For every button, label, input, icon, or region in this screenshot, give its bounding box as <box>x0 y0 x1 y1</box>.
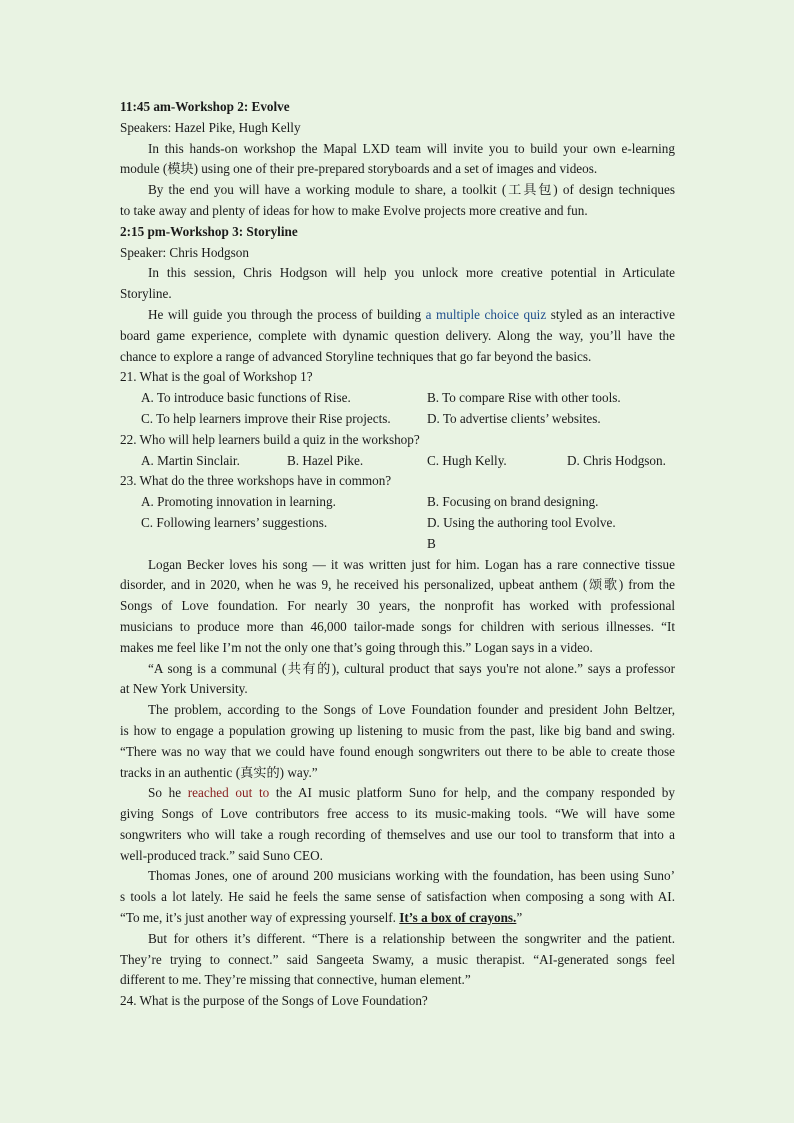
passage-b-para3-line: “There was no way that we could have found enough songwriters out there to be able to create those <box>120 743 675 759</box>
passage-b-para5-line: s tools a lot lately. He said he feels the same sense of satisfaction when composing a song with AI. <box>120 889 675 905</box>
option-c: C. Following learners’ suggestions. <box>141 514 328 530</box>
text-run: the AI music platform Suno for help, and the company responded by <box>269 785 675 801</box>
workshop3-speaker: Speaker: Chris Hodgson <box>120 244 249 260</box>
passage-b-para4-line: giving Songs of Love contributors free access to its music-making tools. “We will have some <box>120 806 675 822</box>
highlighted-phrase: a multiple choice quiz <box>425 306 547 322</box>
option-a: A. Martin Sinclair. <box>141 452 240 468</box>
passage-b-para1-line: Logan Becker loves his song — it was written just for him. Logan has a rare connective tissue <box>148 556 675 572</box>
passage-b-para1-line: musicians to produce more than 46,000 tailor-made songs for children with serious illnesses. “It <box>120 618 675 634</box>
option-a: A. Promoting innovation in learning. <box>141 494 336 510</box>
option-b: B. Hazel Pike. <box>287 452 364 468</box>
workshop2-para2-line2: to take away and plenty of ideas for how to make Evolve projects more creative and fun. <box>120 202 588 218</box>
underlined-phrase: It’s a box of crayons. <box>399 910 517 926</box>
passage-b-para1-line: makes me feel like I’m not the only one that’s going through this.” Logan says in a video. <box>120 639 593 655</box>
option-c: C. To help learners improve their Rise projects. <box>141 410 391 426</box>
passage-b-para5-line: Thomas Jones, one of around 200 musicians working with the foundation, has been using Suno’ <box>148 868 675 884</box>
workshop2-para2-line1: By the end you will have a working module to share, a toolkit (工具包) of design techniques <box>148 182 675 198</box>
question-22-stem: 22. Who will help learners build a quiz in the workshop? <box>120 431 420 447</box>
text-run: He will guide you through the process of building <box>148 306 426 322</box>
workshop2-title: 11:45 am-Workshop 2: Evolve <box>120 99 290 114</box>
question-24-stem: 24. What i‌s the purpose of the Songs of Love Foundation? <box>120 993 428 1009</box>
option-b: B. To compare Rise with other tools. <box>427 390 621 406</box>
workshop2-para1-line1: In this hands-on workshop the Mapal LXD team will invite you to build your own e-learning <box>148 140 675 156</box>
passage-b-para4-line <box>120 783 675 804</box>
highlighted-phrase: reached out to <box>187 785 270 801</box>
workshop3-para1-line2: Storyline. <box>120 286 172 302</box>
option-d: D. Using the authoring tool Evolve. <box>427 514 616 530</box>
question-21-options-row2 <box>120 409 675 430</box>
passage-b-para4-line: well-produced track.” said Suno CEO. <box>120 847 323 863</box>
document-content <box>120 97 675 1012</box>
passage-b-para4-line: songwriters who will take a rough recording of themselves and use our tool to transform that into a <box>120 826 675 842</box>
workshop2-speakers: Speakers: Hazel Pike, Hugh Kelly <box>120 119 301 135</box>
workshop2-para1-line2: module (模块) using one of their pre-prepared storyboards and a set of images and videos. <box>120 161 598 177</box>
option-d: D. Chris Hodgson. <box>567 452 666 468</box>
passage-b-para3-line: tracks in an authentic (真实的) way.” <box>120 764 318 780</box>
passage-b-para3-line: is how to engage a population growing up listening to music from the past, like big band and swing. <box>120 722 675 738</box>
workshop3-para2-line3: chance to explore a range of advanced Storyline techniques that go far beyond the basics. <box>120 348 592 364</box>
workshop3-para2-line2: board game experience, complete with dynamic question delivery. Along the way, you’ll have the <box>120 327 675 343</box>
question-23-options-row2 <box>120 513 675 534</box>
text-run: So he <box>148 785 188 801</box>
workshop3-para2-line1 <box>120 305 675 326</box>
workshop3-title: 2:15 pm-Workshop 3: Storyline <box>120 223 298 239</box>
passage-b-para1-line: disorder, and in 2020, when he was 9, he received his personalized, upbeat anthem (颂歌) from the <box>120 577 675 593</box>
option-d: D. To advertise clients’ websites. <box>427 410 601 426</box>
question-23-stem: 23. What do the three workshops have in common? <box>120 473 392 489</box>
question-22-options <box>120 451 675 472</box>
option-b: B. Focusing on brand designing. <box>427 494 599 510</box>
passage-b-para2-line: at New York University. <box>120 681 248 697</box>
passage-b-para3-line: The problem, according to the Songs of Love Foundation founder and president John Beltzer, <box>148 702 675 718</box>
workshop3-para1-line1: In this session, Chris Hodgson will help you unlock more creative potential in Articulate <box>148 265 675 281</box>
passage-b-para1-line: Songs of Love foundation. For nearly 30 years, the nonprofit has worked with professional <box>120 598 675 614</box>
text-run: ” <box>516 910 523 926</box>
passage-b-para6-line: different to me. They’re missing that connective, human element.” <box>120 972 471 988</box>
option-c: C. Hugh Kelly. <box>427 452 507 468</box>
question-21-stem: 21. What is the goal of Workshop 1? <box>120 369 313 385</box>
passage-b-para6-line: They’re trying to connect.” said Sangeeta Swamy, a music therapist. “AI-generated songs feel <box>120 951 675 967</box>
section-b-label: B <box>427 535 436 551</box>
option-a: A. To introduce basic functions of Rise. <box>141 390 351 406</box>
question-21-options-row1 <box>120 388 675 409</box>
text-run: “To me, it’s just another way of expressing yourself. <box>120 910 400 926</box>
passage-b-para2-line: “A song is a communal (共有的), cultural product that says you're not alone.” says a professor <box>148 660 675 676</box>
passage-b-para6-line: But for others it’s different. “There is a relationship between the songwriter and the patient. <box>148 930 675 946</box>
question-23-options-row1 <box>120 492 675 513</box>
text-run: styled as an interactive <box>546 306 675 322</box>
passage-b-para5-line <box>120 908 675 929</box>
